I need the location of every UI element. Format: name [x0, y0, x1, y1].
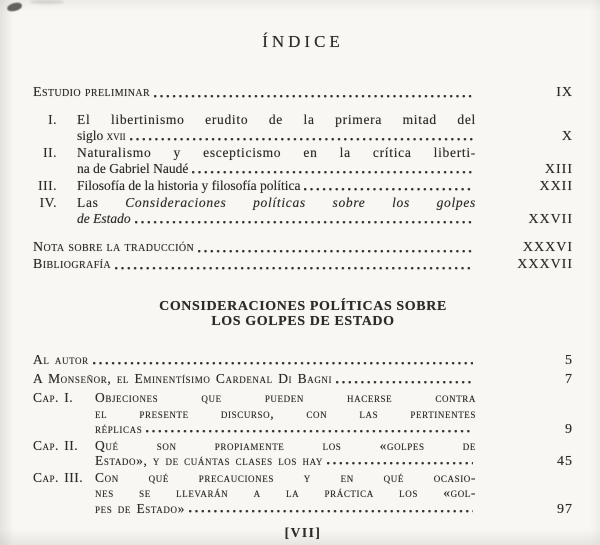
section-heading	[33, 299, 573, 329]
toc-entry-text: Objeciones que pueden hacerse contra	[95, 390, 476, 405]
footer-page-number: [VII]	[284, 525, 322, 540]
toc-entry-text: Las Consideraciones políticas sobre los golpes	[77, 195, 477, 210]
toc-entry-1-line-2	[33, 128, 573, 145]
page-number: 97	[557, 501, 573, 517]
toc-entry-cap-1-line-2	[33, 406, 573, 422]
toc-entry-text: Estado», y de cuántas clases los hay	[95, 453, 323, 468]
dot-leader	[327, 453, 473, 469]
page-number: X	[561, 129, 573, 144]
toc-entry-cap-3-line-3	[33, 501, 573, 518]
toc-entry-bibliografia	[33, 256, 573, 273]
toc-entry-text: El libertinismo erudito de la primera mitad del	[77, 112, 476, 127]
dot-leader	[189, 501, 473, 517]
dot-leader	[192, 161, 473, 177]
toc-entry-text: siglo xvii	[77, 128, 126, 143]
toc-entry-1-line-1	[33, 112, 573, 128]
toc-entry-text: el presente discurso, con las pertinentes	[95, 405, 476, 421]
toc-entry-3	[33, 178, 573, 195]
dot-leader	[115, 256, 473, 273]
toc-entry-cap-1-line-1	[33, 390, 573, 406]
toc-entry-nota-traduccion	[33, 239, 573, 256]
chapter-label: Cap. III.	[33, 469, 84, 485]
chapter-entries	[33, 352, 573, 517]
toc-entry-4-line-2	[33, 211, 573, 228]
page-number: XXVII	[528, 212, 573, 227]
toc-entry-estudio-preliminar	[33, 84, 573, 101]
dot-leader	[304, 178, 473, 194]
toc-entry-2-line-2	[33, 161, 573, 178]
page-number: XXXVII	[517, 257, 573, 272]
page-number: XXII	[539, 179, 573, 194]
page-number: 5	[565, 353, 573, 368]
toc-entry-4-line-1	[33, 195, 573, 211]
toc-entry-text: Naturalismo y escepticismo en la crítica liberti-	[77, 145, 476, 160]
toc-entry-label: Estudio preliminar	[33, 85, 151, 100]
dot-leader	[198, 239, 473, 256]
chapter-label: Cap. I.	[33, 390, 74, 405]
toc-entry-label: Nota sobre la traducción	[33, 240, 195, 255]
scan-streak-artifact	[30, 0, 64, 4]
toc-entry-a-monsenor	[33, 371, 573, 388]
dot-leader	[154, 84, 473, 101]
toc-entry-cap-1-line-3	[33, 421, 573, 438]
page-title: ÍNDICE	[262, 32, 344, 51]
toc-entry-2-line-1	[33, 145, 573, 161]
toc-entry-label: A Monseñor, el Eminentísimo Cardenal Di Bagni	[33, 371, 333, 386]
page-number: IX	[556, 85, 573, 100]
page-number: 9	[565, 422, 573, 437]
toc-entry-cap-2-line-2	[33, 453, 573, 470]
toc-entry-cap-3-line-1	[33, 470, 573, 486]
toc-entry-al-autor	[33, 352, 573, 369]
entry-numeral: II.	[43, 145, 57, 160]
page-number: XXXVI	[522, 240, 573, 255]
toc-entry-cap-3-line-2	[33, 485, 573, 501]
toc-entry-text: de Estado	[77, 211, 131, 226]
dot-leader	[130, 128, 473, 144]
toc-entry-text: Con qué precauciones y en qué ocasio-	[95, 469, 476, 485]
toc-entry-text: na de Gabriel Naudé	[77, 161, 189, 176]
entry-numeral: I.	[48, 112, 57, 127]
page-number: XIII	[544, 162, 573, 177]
section-heading-line-2: LOS GOLPES DE ESTADO	[211, 314, 395, 329]
toc-entry-text: pes de Estado»	[95, 500, 185, 516]
toc-entry-label: Bibliografía	[33, 257, 112, 272]
dot-leader	[146, 421, 473, 437]
page-number: 45	[557, 454, 573, 469]
entry-numeral: IV.	[39, 195, 57, 210]
dot-leader	[336, 371, 473, 387]
toc-entry-text: Qué son propiamente los «golpes de	[95, 437, 476, 453]
entry-numeral: III.	[38, 178, 57, 193]
toc-entry-text: Filosofía de la historia y filosofía política	[77, 178, 301, 193]
dot-leader	[93, 352, 473, 368]
page-number: 7	[565, 372, 573, 387]
front-matter-entries	[33, 112, 573, 228]
scan-smudge-mark	[6, 2, 22, 12]
section-heading-line-1: CONSIDERACIONES POLÍTICAS SOBRE	[159, 299, 447, 314]
chapter-label: Cap. II.	[33, 437, 79, 453]
toc-entry-text: nes se llevarán a la práctica los «gol-	[95, 485, 476, 500]
dot-leader	[135, 211, 473, 227]
toc-entry-text: réplicas	[95, 421, 143, 436]
toc-entry-cap-2-line-1	[33, 438, 573, 454]
toc-entry-label: Al autor	[33, 352, 89, 367]
